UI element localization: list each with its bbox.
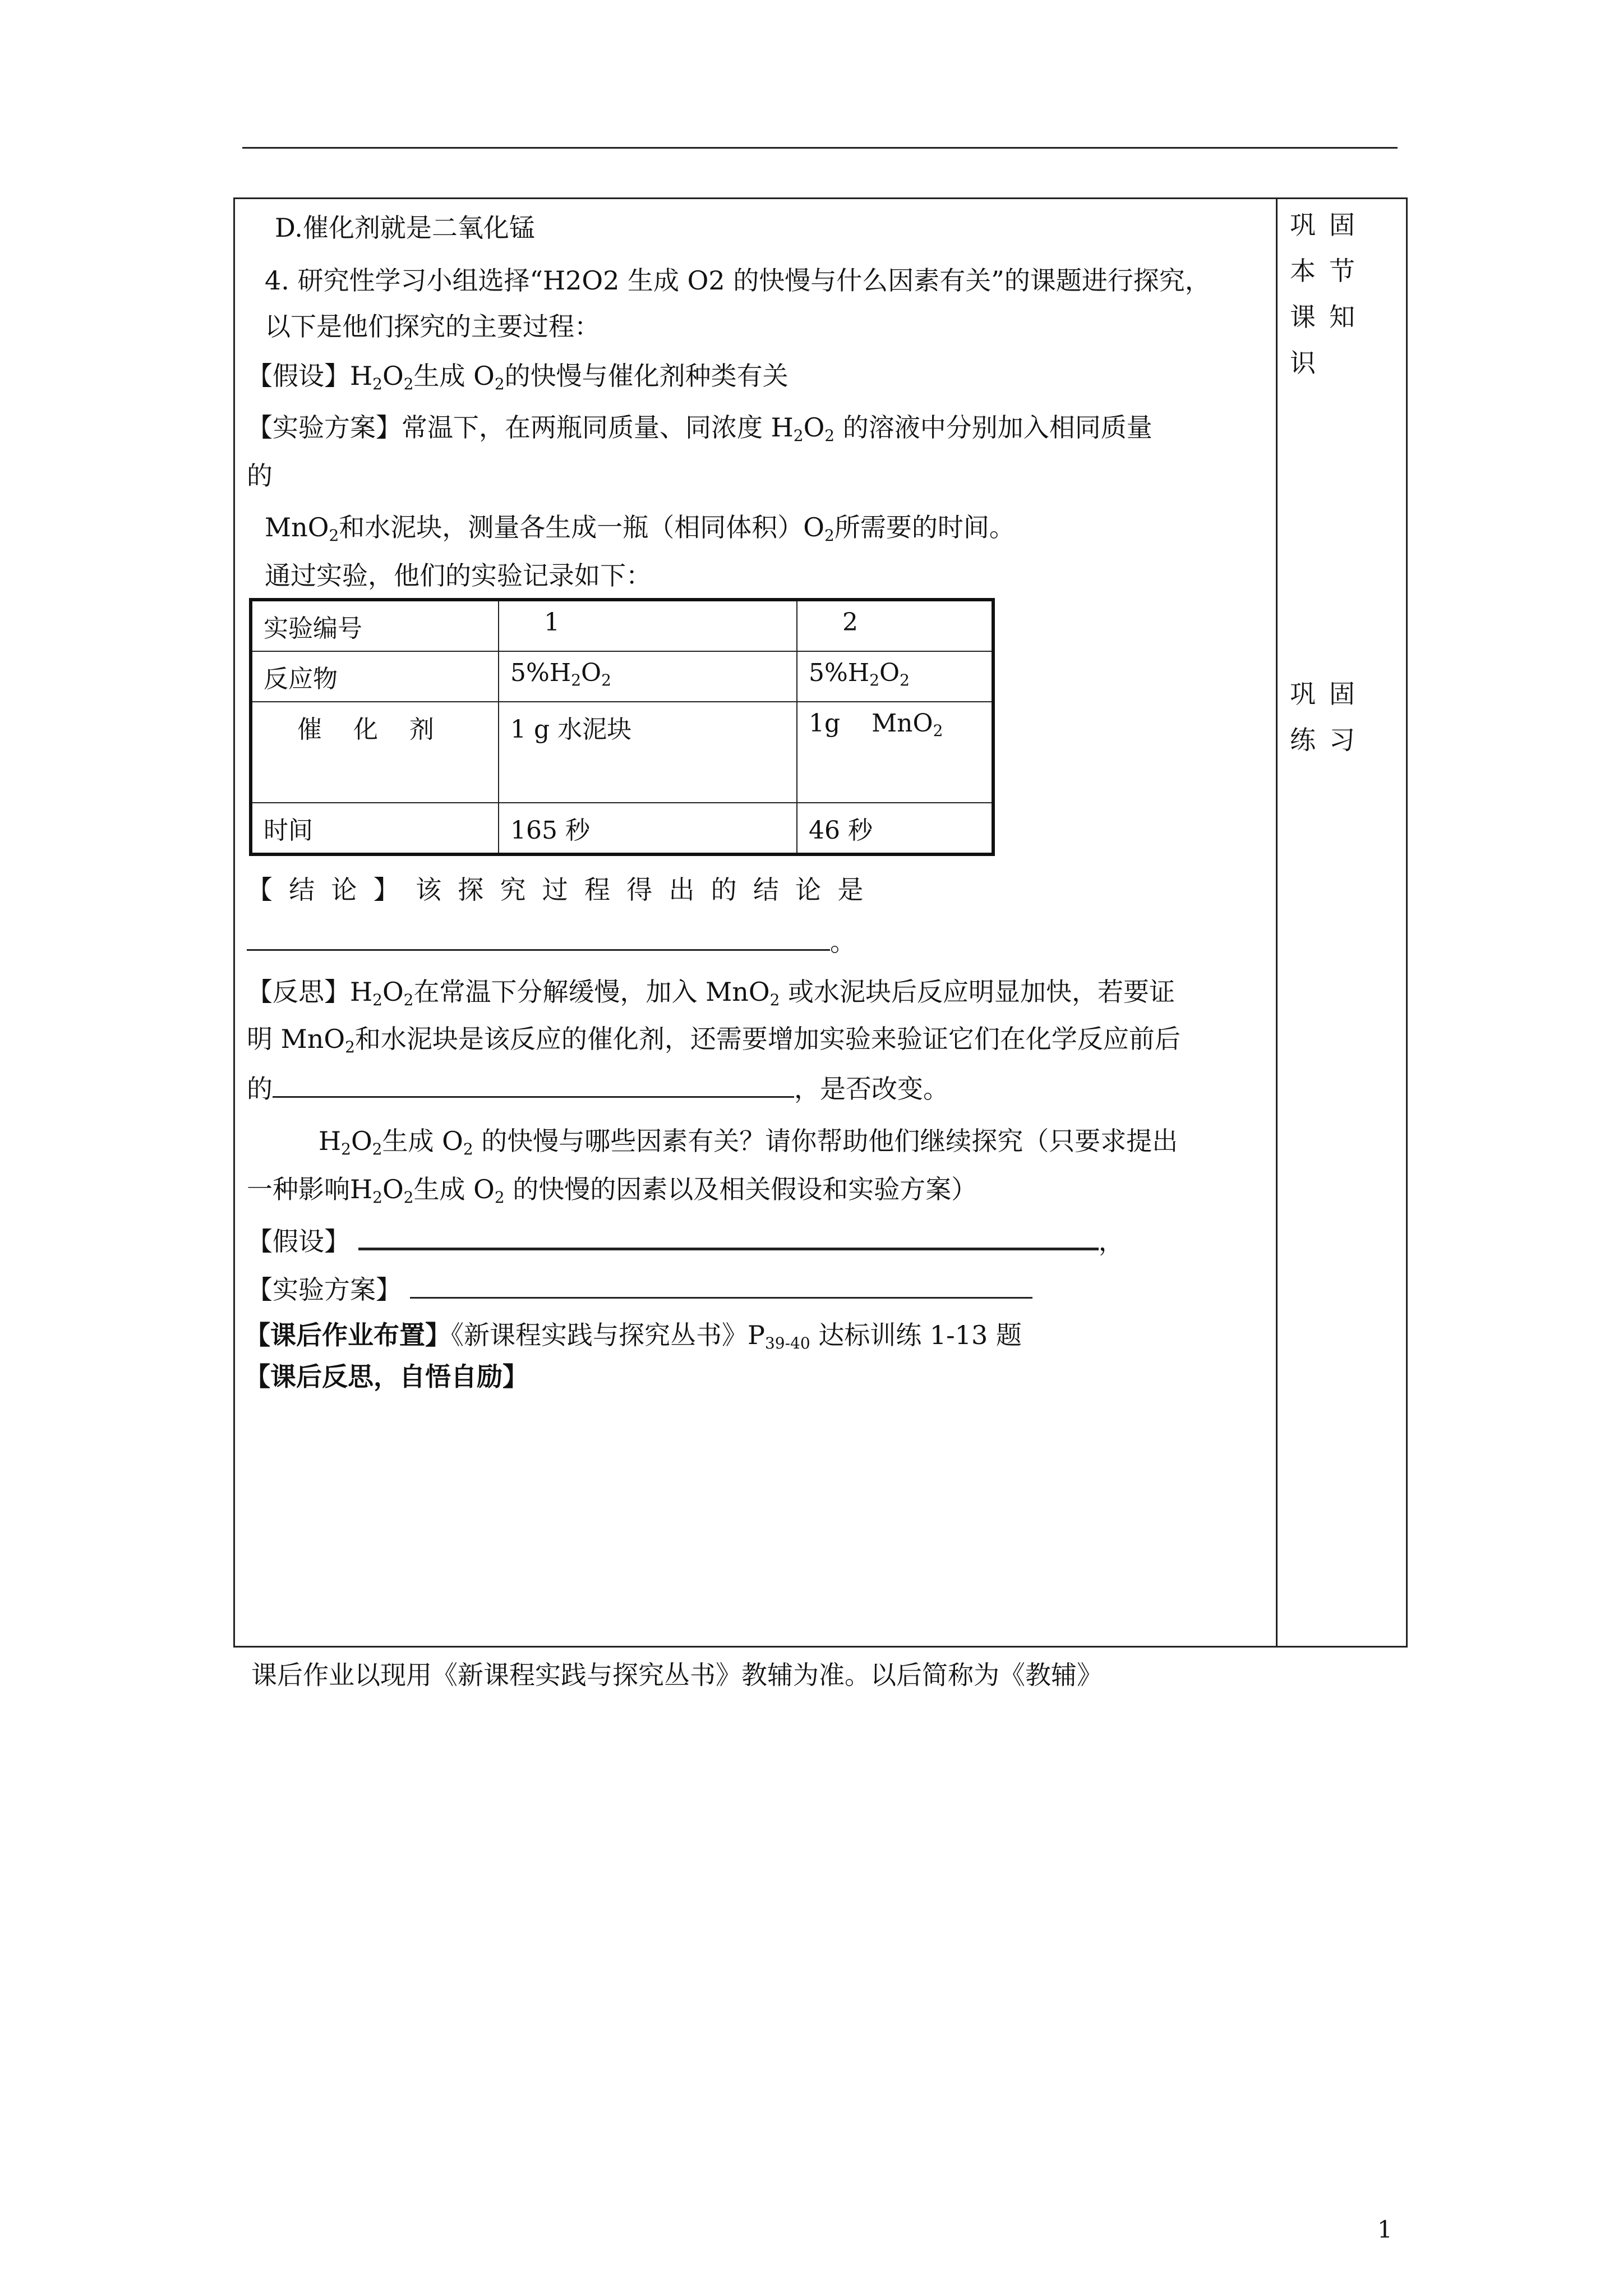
side-label-knowledge: 巩固本节课知识: [1290, 210, 1368, 378]
conclusion-blank[interactable]: [247, 922, 830, 951]
table-header: 2: [797, 600, 993, 651]
reflection-blank-line: 的 ，是否改变。: [247, 1069, 949, 1106]
table-cell: 反应物: [251, 651, 499, 702]
plan-blank[interactable]: [410, 1270, 1032, 1299]
reflection-heading: 【课后反思，自悟自励】: [245, 1361, 528, 1392]
conclusion-line: 【 结 论 】 该 探 究 过 程 得 出 的 结 论 是: [247, 875, 864, 905]
table-cell: 1g MnO$_2$: [797, 702, 993, 803]
footer-note: 课后作业以现用《新课程实践与探究丛书》教辅为准。以后简称为《教辅》: [251, 1660, 1103, 1690]
record-intro: 通过实验，他们的实验记录如下：: [265, 560, 652, 591]
page-number: 1: [1377, 2216, 1393, 2243]
column-divider: [1276, 197, 1278, 1648]
table-header: 实验编号: [251, 600, 499, 651]
hypothesis-answer-line: 【假设】 ，: [247, 1221, 1124, 1258]
table-cell: $5\%H_2O_2$: [499, 651, 797, 702]
option-d: D.催化剂就是二氧化锰: [275, 213, 535, 243]
table-cell: 46 秒: [797, 803, 993, 854]
hypothesis-line: 【假设】$H_2O_2$生成 $O_2$的快慢与催化剂种类有关: [247, 361, 789, 393]
table-cell: 催 化 剂: [251, 702, 499, 803]
experiment-plan-line: 【实验方案】常温下，在两瓶同质量、同浓度 $H_2O_2$ 的溶液中分别加入相同质量: [247, 412, 1152, 445]
table-cell: $5\%H_2O_2$: [797, 651, 993, 702]
hypothesis-blank[interactable]: [358, 1221, 1099, 1250]
table-cell: 165 秒: [499, 803, 797, 854]
table-cell: 1 g 水泥块: [499, 702, 797, 803]
question-4-cont: 以下是他们探究的主要过程：: [265, 311, 600, 342]
extension-question: $H_2O_2$生成 $O_2$ 的快慢与哪些因素有关？请你帮助他们继续探究（只要求提出: [319, 1126, 1178, 1158]
extension-question-cont: 一种影响$H_2O_2$生成 $O_2$ 的快慢的因素以及相关假设和实验方案）: [247, 1174, 978, 1207]
reflection-line: 【反思】$H_2O_2$在常温下分解缓慢，加入 MnO$_2$ 或水泥块后反应明显加快，若要证: [247, 977, 1175, 1009]
header-rule: [242, 147, 1398, 149]
experiment-plan-cont: 的: [247, 461, 273, 491]
table-cell: 时间: [251, 803, 499, 854]
side-label-practice: 巩固练习: [1290, 679, 1368, 755]
experiment-table: [249, 598, 995, 856]
reflection-blank[interactable]: [273, 1069, 794, 1098]
reflection-cont: 明 MnO$_2$和水泥块是该反应的催化剂，还需要增加实验来验证它们在化学反应前后: [247, 1024, 1181, 1056]
conclusion-blank-line: 。: [247, 922, 856, 959]
table-header: 1: [499, 600, 797, 651]
experiment-plan-cont2: MnO$_2$和水泥块，测量各生成一瓶（相同体积）$O_2$所需要的时间。: [265, 512, 1015, 545]
homework-line: 【课后作业布置】《新课程实践与探究丛书》$P_{39-40}$ 达标训练 1-13 题: [245, 1320, 1022, 1352]
plan-answer-line: 【实验方案】: [247, 1270, 1032, 1306]
question-4: 4. 研究性学习小组选择“H2O2 生成 O2 的快慢与什么因素有关”的课题进行探究，: [265, 265, 1211, 296]
